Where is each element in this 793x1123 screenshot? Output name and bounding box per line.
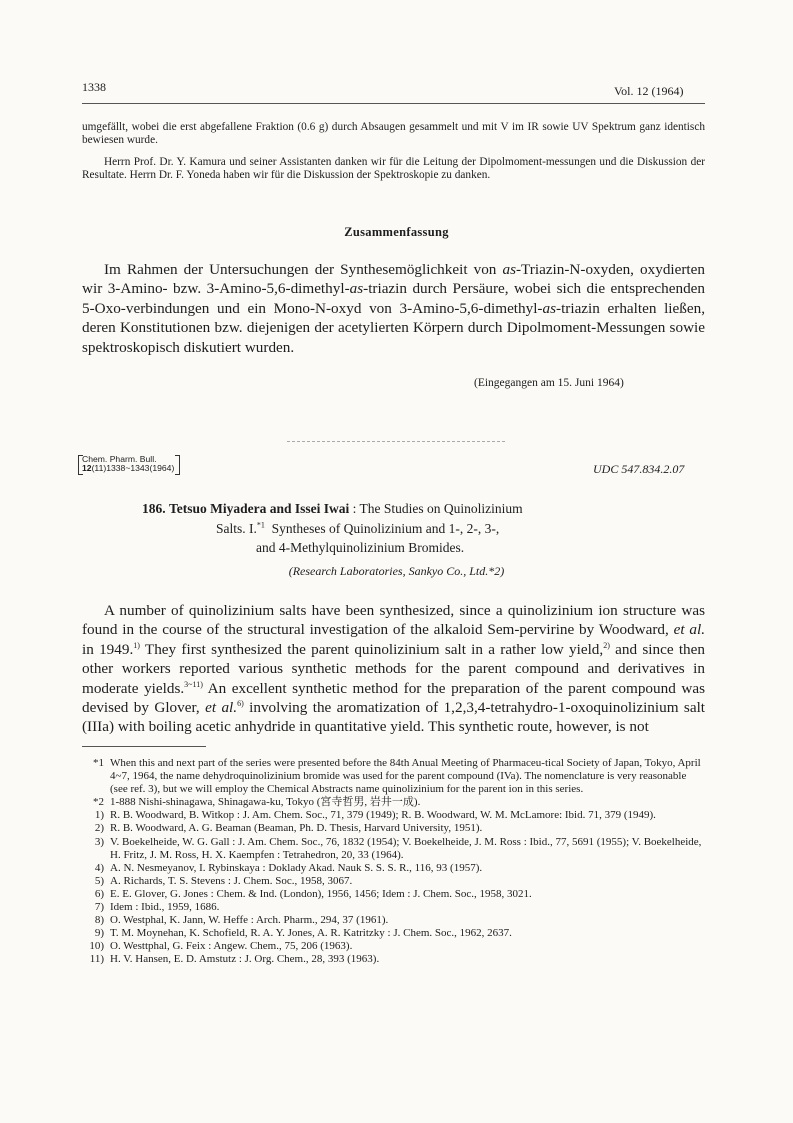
reference: 2) R. B. Woodward, A. G. Beaman (Beaman, Ph. D. Thesis, Harvard University, 1951).: [94, 822, 483, 835]
reference: 10) O. Westtphal, G. Feix : Angew. Chem., 75, 206 (1963).: [89, 940, 353, 953]
page-number: 1338: [82, 80, 106, 94]
footnotes: [82, 757, 705, 967]
article-authors: Tetsuo Miyadera and Issei Iwai: [169, 501, 350, 516]
introduction-paragraph: A number of quinolizinium salts have been synthesized, since a quinolizinium ion structure was found in the course of the structural investigation of the alkaloid Sem-pervirine by Woodward, et al. in 1949.$^{1)}$ They first synthesized the parent quinolizinium salt in a rather low yield,$^{2)}$ and since then other workers reported various synthetic methods for the parent compound and derivatives in moderate yields.$^{3\sim 11)}$ An excellent synthetic method for the preparation of the parent compound was devised by Glover, et al.$^{6)}$ involving the aromatization of 1,2,3,4-tetrahydro-1-oxoquinolizinium salt (IIIa) with boiling acetic anhydride in quantitative yield. This synthetic route, however, is not: [82, 602, 706, 736]
footnote: *2 1-888 Nishi-shinagawa, Shinagawa-ku, Tokyo (宮寺哲男, 岩井一成).: [93, 796, 421, 809]
footnote-rule: [82, 746, 206, 747]
citation-issue: 12(11)1338~1343(1964): [82, 463, 175, 474]
header-rule: [82, 103, 705, 104]
summary-paragraph: Im Rahmen der Untersuchungen der Synthesemöglichkeit von as-Triazin-N-oxyden, oxydierten wir 3-Amino- bzw. 3-Amino-5,6-dimethyl-as-triazin durch Persäure, wobei sich die entsprechenden 5-Oxo-verbindungen und ein Mono-N-oxyd von 3-Amino-5,6-dimethyl-as-triazin erhalten ließen, deren Konstitutionen bzw. diejenigen der acetylierten Körpern durch Dipolmoment-Messungen sowie spektroskopisch diskutiert wurden.: [82, 261, 705, 356]
reference: 8) O. Westphal, K. Jann, W. Heffe : Arch. Pharm., 294, 37 (1961).: [94, 914, 389, 927]
author-affiliation: (Research Laboratories, Sankyo Co., Ltd.*2): [288, 564, 505, 578]
acknowledgement-paragraph: Herrn Prof. Dr. Y. Kamura und seiner Assistanten danken wir für die Leitung der Dipolmoment-messungen und die Diskussion der Resultate. Herrn Dr. F. Yoneda haben wir für die Diskussion der Spektroskopie zu danken.: [82, 156, 705, 182]
udc-code: UDC 547.834.2.07: [593, 462, 685, 476]
reference: 4) A. N. Nesmeyanov, I. Rybinskaya : Doklady Akad. Nauk S. S. S. R., 116, 93 (1957).: [94, 861, 483, 874]
citation-journal: Chem. Pharm. Bull.: [82, 454, 157, 464]
previous-article-closing-paragraph: umgefällt, wobei die erst abgefallene Fraktion (0.6 g) durch Absaugen gesammelt und mit V im IR sowie UV Spektrum ganz identisch bewiesen wurde.: [82, 121, 705, 147]
journal-citation: [82, 455, 174, 474]
title-line-1: 186. Tetsuo Miyadera and Issei Iwai : The Studies on Quinolizinium: [142, 501, 523, 516]
reference: 3) V. Boekelheide, W. G. Gall : J. Am. Chem. Soc., 76, 1832 (1954); V. Boekelheide, J. M. Ross : Ibid., 77, 5691 (1955); V. Boekelheide, H. Fritz, J. M. Ross, H. X. Kaempfen : Tetrahedron, 20, 33 (1964).: [94, 835, 702, 861]
article-number: 186.: [142, 501, 166, 516]
reference: 1) R. B. Woodward, B. Witkop : J. Am. Chem. Soc., 71, 379 (1949); R. B. Woodward, W. M. McLamore: Ibid. 71, 379 (1949).: [94, 809, 656, 822]
reference: 7) Idem : Ibid., 1959, 1686.: [94, 901, 220, 914]
reference: 11) H. V. Hansen, E. D. Amstutz : J. Org. Chem., 28, 393 (1963).: [89, 953, 380, 966]
title-line-3: and 4-Methylquinolizinium Bromides.: [256, 540, 465, 555]
article-separator: [287, 441, 505, 442]
reference: 6) E. E. Glover, G. Jones : Chem. & Ind. (London), 1956, 1456; Idem : J. Chem. Soc., 1958, 3021.: [94, 887, 532, 900]
reference: 9) T. M. Moynehan, K. Schofield, R. A. Y. Jones, A. R. Katritzky : J. Chem. Soc., 1962, 2637.: [94, 927, 512, 940]
received-date: (Eingegangen am 15. Juni 1964): [474, 377, 624, 389]
journal-volume: Vol. 12 (1964): [614, 84, 684, 98]
reference: 5) A. Richards, T. S. Stevens : J. Chem. Soc., 1958, 3067.: [94, 874, 353, 887]
summary-heading: Zusammenfassung: [344, 225, 449, 239]
footnote: *1 When this and next part of the series were presented before the 84th Anual Meeting of Pharmaceu-tical Society of Japan, Tokyo, April 4~7, 1964, the name dehydroquinolizinium bromide was used for the parent compound (IVa). The nomenclature is very reasonable (see ref. 3), but we will employ the Chemical Abstracts name quinolizinium for the parent ion in this series.: [93, 757, 701, 796]
title-line-2: Salts. I.$^{*1}$ Syntheses of Quinolizinium and 1-, 2-, 3-,: [216, 520, 500, 536]
article-title-block: [142, 499, 662, 558]
